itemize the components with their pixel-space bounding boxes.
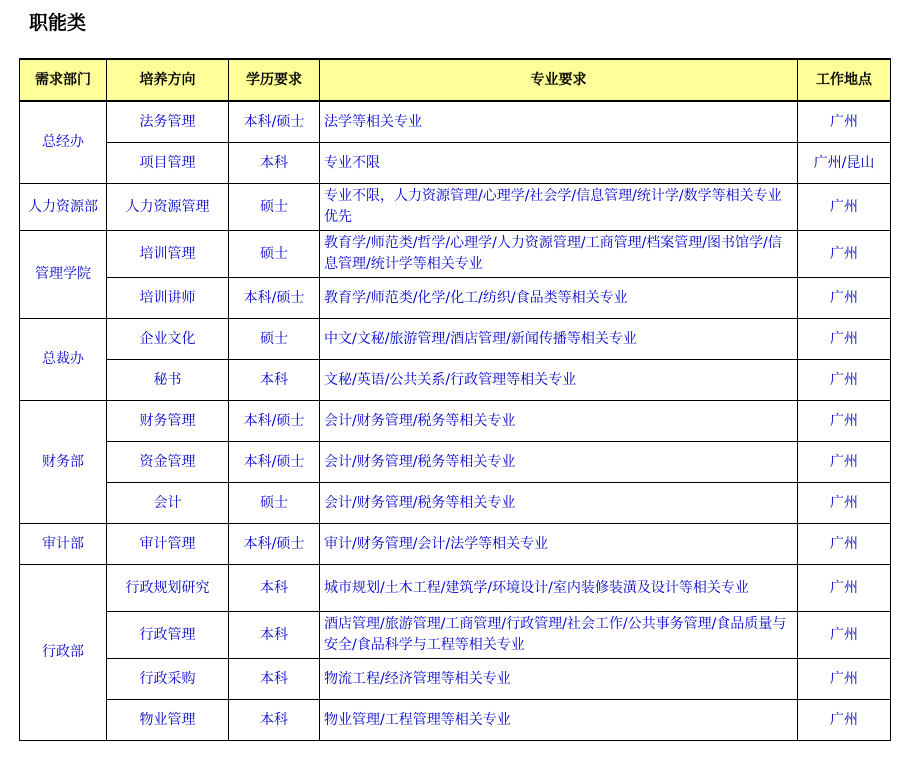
major-cell: 会计/财务管理/税务等相关专业 xyxy=(320,401,798,442)
direction-cell: 财务管理 xyxy=(107,401,229,442)
location-cell: 广州 xyxy=(798,401,891,442)
table-row xyxy=(20,278,891,319)
education-cell: 硕士 xyxy=(229,319,320,360)
direction-cell: 物业管理 xyxy=(107,700,229,741)
education-cell: 本科/硕士 xyxy=(229,401,320,442)
dept-cell: 总裁办 xyxy=(20,319,107,401)
page-title: 职能类 xyxy=(29,12,87,34)
major-cell: 中文/文秘/旅游管理/酒店管理/新闻传播等相关专业 xyxy=(320,319,798,360)
table-row xyxy=(20,360,891,401)
education-cell: 硕士 xyxy=(229,184,320,231)
location-cell: 广州 xyxy=(798,184,891,231)
location-cell: 广州 xyxy=(798,612,891,659)
column-header-education: 学历要求 xyxy=(229,59,320,101)
education-cell: 本科/硕士 xyxy=(229,442,320,483)
column-header-location: 工作地点 xyxy=(798,59,891,101)
dept-cell: 行政部 xyxy=(20,565,107,741)
major-cell: 酒店管理/旅游管理/工商管理/行政管理/社会工作/公共事务管理/食品质量与安全/食品科学与工程等相关专业 xyxy=(320,612,798,659)
education-cell: 本科 xyxy=(229,612,320,659)
direction-cell: 行政管理 xyxy=(107,612,229,659)
education-cell: 本科 xyxy=(229,659,320,700)
direction-cell: 会计 xyxy=(107,483,229,524)
location-cell: 广州 xyxy=(798,101,891,143)
major-cell: 教育学/师范类/哲学/心理学/人力资源管理/工商管理/档案管理/图书馆学/信息管理/统计学等相关专业 xyxy=(320,231,798,278)
table-row xyxy=(20,442,891,483)
dept-cell: 管理学院 xyxy=(20,231,107,319)
location-cell: 广州 xyxy=(798,565,891,612)
location-cell: 广州 xyxy=(798,442,891,483)
education-cell: 本科 xyxy=(229,143,320,184)
dept-cell: 人力资源部 xyxy=(20,184,107,231)
column-header-major: 专业要求 xyxy=(320,59,798,101)
major-cell: 文秘/英语/公共关系/行政管理等相关专业 xyxy=(320,360,798,401)
location-cell: 广州 xyxy=(798,700,891,741)
direction-cell: 行政采购 xyxy=(107,659,229,700)
table-row xyxy=(20,184,891,231)
education-cell: 硕士 xyxy=(229,483,320,524)
column-header-dept: 需求部门 xyxy=(20,59,107,101)
education-cell: 本科 xyxy=(229,700,320,741)
column-header-direction: 培养方向 xyxy=(107,59,229,101)
location-cell: 广州 xyxy=(798,319,891,360)
direction-cell: 资金管理 xyxy=(107,442,229,483)
dept-cell: 审计部 xyxy=(20,524,107,565)
major-cell: 会计/财务管理/税务等相关专业 xyxy=(320,442,798,483)
location-cell: 广州 xyxy=(798,360,891,401)
table-row xyxy=(20,612,891,659)
table-row xyxy=(20,101,891,143)
major-cell: 会计/财务管理/税务等相关专业 xyxy=(320,483,798,524)
education-cell: 本科/硕士 xyxy=(229,524,320,565)
table-row xyxy=(20,700,891,741)
location-cell: 广州/昆山 xyxy=(798,143,891,184)
table-row xyxy=(20,524,891,565)
direction-cell: 行政规划研究 xyxy=(107,565,229,612)
table-row xyxy=(20,565,891,612)
major-cell: 专业不限，人力资源管理/心理学/社会学/信息管理/统计学/数学等相关专业优先 xyxy=(320,184,798,231)
direction-cell: 审计管理 xyxy=(107,524,229,565)
major-cell: 专业不限 xyxy=(320,143,798,184)
direction-cell: 秘书 xyxy=(107,360,229,401)
table-row xyxy=(20,319,891,360)
table-header-row xyxy=(20,59,891,101)
major-cell: 审计/财务管理/会计/法学等相关专业 xyxy=(320,524,798,565)
major-cell: 城市规划/土木工程/建筑学/环境设计/室内装修装潢及设计等相关专业 xyxy=(320,565,798,612)
major-cell: 物流工程/经济管理等相关专业 xyxy=(320,659,798,700)
location-cell: 广州 xyxy=(798,659,891,700)
direction-cell: 人力资源管理 xyxy=(107,184,229,231)
dept-cell: 总经办 xyxy=(20,101,107,184)
table-row xyxy=(20,659,891,700)
positions-table xyxy=(19,58,891,741)
direction-cell: 培训讲师 xyxy=(107,278,229,319)
major-cell: 教育学/师范类/化学/化工/纺织/食品类等相关专业 xyxy=(320,278,798,319)
education-cell: 本科/硕士 xyxy=(229,278,320,319)
dept-cell: 财务部 xyxy=(20,401,107,524)
location-cell: 广州 xyxy=(798,278,891,319)
education-cell: 硕士 xyxy=(229,231,320,278)
direction-cell: 企业文化 xyxy=(107,319,229,360)
location-cell: 广州 xyxy=(798,524,891,565)
table-row xyxy=(20,231,891,278)
table-row xyxy=(20,483,891,524)
table-row xyxy=(20,401,891,442)
major-cell: 物业管理/工程管理等相关专业 xyxy=(320,700,798,741)
table-row xyxy=(20,143,891,184)
education-cell: 本科 xyxy=(229,360,320,401)
major-cell: 法学等相关专业 xyxy=(320,101,798,143)
education-cell: 本科/硕士 xyxy=(229,101,320,143)
direction-cell: 培训管理 xyxy=(107,231,229,278)
location-cell: 广州 xyxy=(798,231,891,278)
education-cell: 本科 xyxy=(229,565,320,612)
direction-cell: 项目管理 xyxy=(107,143,229,184)
location-cell: 广州 xyxy=(798,483,891,524)
direction-cell: 法务管理 xyxy=(107,101,229,143)
